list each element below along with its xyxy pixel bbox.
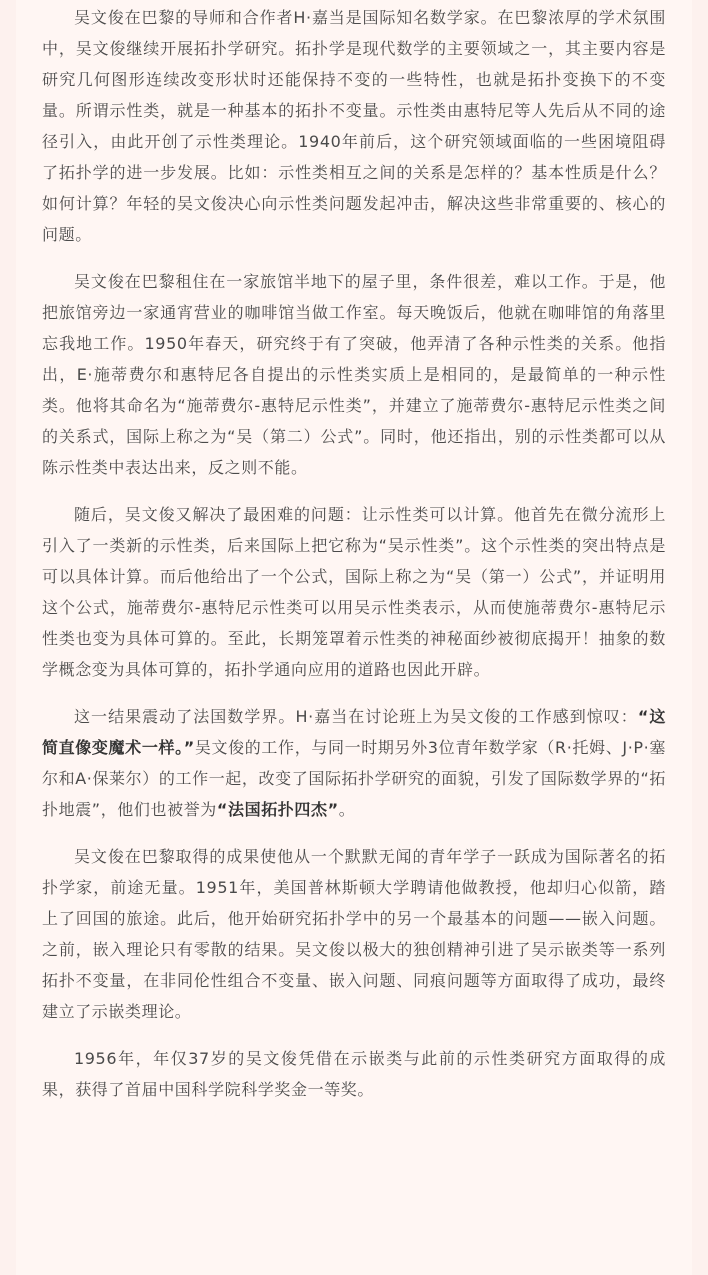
paragraph-1: 吴文俊在巴黎的导师和合作者H·嘉当是国际知名数学家。在巴黎浓厚的学术氛围中，吴文俊继续开展拓扑学研究。拓扑学是现代数学的主要领域之一，其主要内容是研究几何图形连续改变形状时还能保持不变的一些特性，也就是拓扑变换下的不变量。所谓示性类，就是一种基本的拓扑不变量。示性类由惠特尼等人先后从不同的途径引入，由此开创了示性类理论。1940年前后，这个研究领域面临的一些困境阻碍了拓扑学的进一步发展。比如：示性类相互之间的关系是怎样的？基本性质是什么？如何计算？年轻的吴文俊决心向示性类问题发起冲击，解决这些非常重要的、核心的问题。 <box>42 8 666 244</box>
four-heroes-title: “法国拓扑四杰” <box>216 800 339 819</box>
paragraph-5: 吴文俊在巴黎取得的成果使他从一个默默无闻的青年学子一跃成为国际著名的拓扑学家，前途无量。1951年，美国普林斯顿大学聘请他做教授，他却归心似箭，踏上了回国的旅途。此后，他开始研究拓扑学中的另一个最基本的问题——嵌入问题。之前，嵌入理论只有零散的结果。吴文俊以极大的独创精神引进了吴示嵌类等一系列拓扑不变量，在非同伦性组合不变量、嵌入问题、同痕问题等方面取得了成功，最终建立了示嵌类理论。 <box>42 847 666 1021</box>
paragraph-4-text-a: 这一结果震动了法国数学界。H·嘉当在讨论班上为吴文俊的工作感到惊叹： <box>74 707 638 726</box>
paragraph-4-text-e: 。 <box>338 800 356 819</box>
paragraph-4-text-c: 吴文俊的工作，与同一时期另外3位青年数学家（R·托姆、J·P·塞尔和A·保莱尔）的工作一起，改变了国际拓扑学研究的面貌，引发了国际数学界的“拓扑地震”，他们也被誉为 <box>42 738 666 819</box>
paragraph-3: 随后，吴文俊又解决了最困难的问题：让示性类可以计算。他首先在微分流形上引入了一类新的示性类，后来国际上把它称为“吴示性类”。这个示性类的突出特点是可以具体计算。而后他给出了一个公式，国际上称之为“吴（第一）公式”，并证明用这个公式，施蒂费尔-惠特尼示性类可以用吴示性类表示，从而使施蒂费尔-惠特尼示性类也变为具体可算的。至此，长期笼罩着示性类的神秘面纱被彻底揭开！抽象的数学概念变为具体可算的，拓扑学通向应用的道路也因此开辟。 <box>42 505 666 679</box>
paragraph-2: 吴文俊在巴黎租住在一家旅馆半地下的屋子里，条件很差，难以工作。于是，他把旅馆旁边一家通宵营业的咖啡馆当做工作室。每天晚饭后，他就在咖啡馆的角落里忘我地工作。1950年春天，研究终于有了突破，他弄清了各种示性类的关系。他指出，E·施蒂费尔和惠特尼各自提出的示性类实质上是相同的，是最简单的一种示性类。他将其命名为“施蒂费尔-惠特尼示性类”，并建立了施蒂费尔-惠特尼示性类之间的关系式，国际上称之为“吴（第二）公式”。同时，他还指出，别的示性类都可以从陈示性类中表达出来，反之则不能。 <box>42 272 666 477</box>
article-body <box>16 0 692 1275</box>
paragraph-6: 1956年，年仅37岁的吴文俊凭借在示嵌类与此前的示性类研究方面取得的成果，获得了首届中国科学院科学奖金一等奖。 <box>42 1049 666 1099</box>
cartan-quote: “这简直像变魔术一样。” <box>42 707 666 757</box>
paragraph-4 <box>42 701 666 825</box>
